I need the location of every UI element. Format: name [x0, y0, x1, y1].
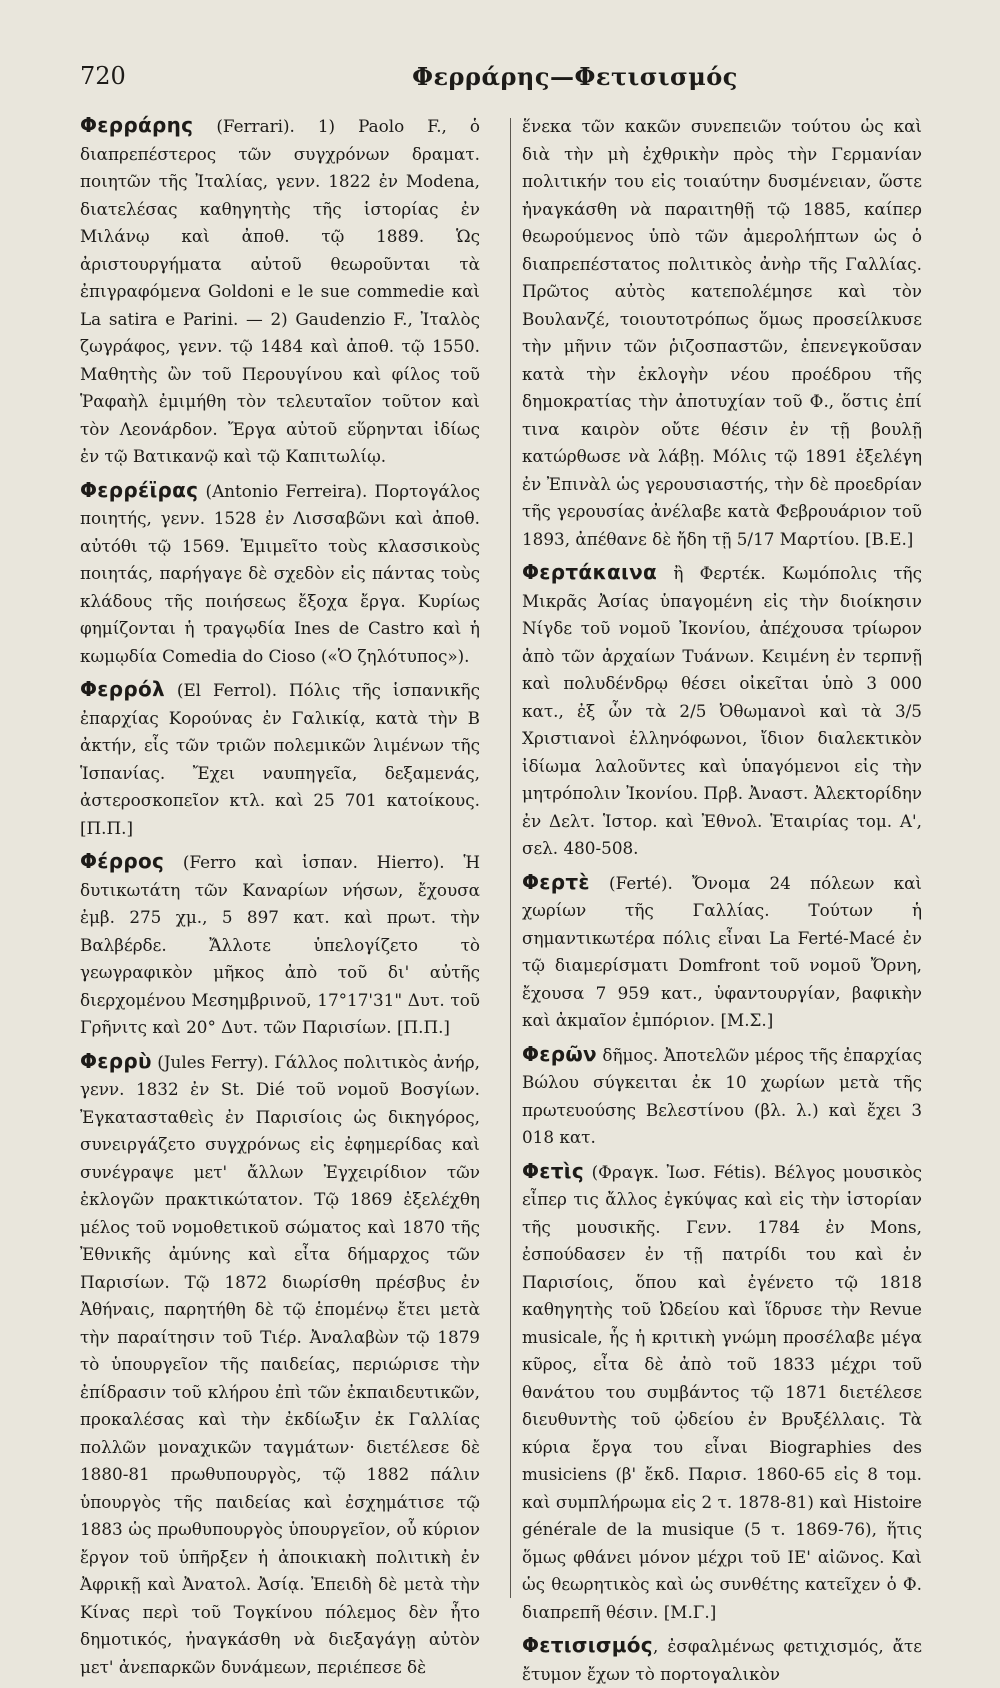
entry-text: (Ferrari). 1) Paolo F., ὁ διαπρεπέστερος τῶν συγχρόνων δραματ. ποιητῶν τῆς Ἰταλίας, γενν. 1822 ἐν Modena, διατελέσας καθηγητὴς τῆς ἱστορίας ἐν Μιλάνῳ καὶ ἀποθ. τῷ 1889. Ὡς ἀριστουργήματα αὐτοῦ θεωροῦνται τὰ ἐπιγραφόμενα Goldoni e le sue commedie καὶ La satira e Parini. — 2) Gaudenzio F., Ἰταλὸς ζωγράφος, γενν. τῷ 1484 καὶ ἀποθ. τῷ 1550. Μαθητὴς ὢν τοῦ Περουγίνου καὶ φίλος τοῦ Ῥαφαὴλ ἐμιμήθη τὸν τελευταῖον τοῦτον καὶ τὸν Λεονάρδον. Ἔργα αὐτοῦ εὕρηνται ἰδίως ἐν τῷ Βατικανῷ καὶ τῷ Καπιτωλίῳ.: [80, 116, 480, 466]
entry-text: (Φραγκ. Ἰωσ. Fétis). Βέλγος μουσικὸς εἶπερ τις ἄλλος ἐγκύψας καὶ εἰς τὴν ἱστορίαν τῆς μουσικῆς. Γενν. 1784 ἐν Mons, ἐσπούδασεν ἐν τῇ πατρίδι του καὶ ἐν Παρισίοις, ὅπου καὶ ἐγένετο τῷ 1818 καθηγητὴς τοῦ Ὠδείου καὶ ἵδρυσε τὴν Revue musicale, ἧς ἡ κριτικὴ γνώμη προσέλαβε μέγα κῦρος, εἶτα δὲ ἀπὸ τοῦ 1833 μέχρι τοῦ θανάτου του συμβάντος τῷ 1871 διετέλεσε διευθυντὴς τοῦ ᾠδείου ἐν Βρυξέλλαις. Τὰ κύρια ἔργα του εἶναι Biographies des musiciens (β' ἔκδ. Παρισ. 1860-65 εἰς 8 τομ. καὶ συμπλήρωμα εἰς 2 τ. 1878-81) καὶ Histoire générale de la musique (5 τ. 1869-76), ἥτις ὅμως φθάνει μόνον μέχρι τοῦ ΙΕ' αἰῶνος. Καὶ ὡς θεωρητικὸς καὶ ὡς συνθέτης κατεῖχεν ὁ Φ. διαπρεπῆ θέσιν. [Μ.Γ.]: [522, 1161, 922, 1622]
entry-ferros: [80, 848, 480, 1042]
entry-ferreiras: [80, 477, 480, 671]
right-column: [522, 112, 922, 1688]
entry-headword: Φετισισμός: [522, 1633, 653, 1657]
entry-ferry-continued: [522, 112, 922, 553]
entry-headword: Φερρέϊρας: [80, 477, 199, 502]
entry-fertakaina: [522, 559, 922, 863]
column-divider: [510, 118, 511, 1598]
entry-headword: Φερτὲ: [522, 869, 590, 894]
entry-text: (Jules Ferry). Γάλλος πολιτικὸς ἀνήρ, γενν. 1832 ἐν St. Dié τοῦ νομοῦ Βοσγίων. Ἐγκατασταθεὶς ἐν Παρισίοις ὡς δικηγόρος, συνειργάζετο συγχρόνως εἰς ἐφημερίδας καὶ συνέγραψε μετ' ἄλλων Ἐγχειρίδιον τῶν ἐκλογῶν πρακτικώτατον. Τῷ 1869 ἐξελέχθη μέλος τοῦ νομοθετικοῦ σώματος καὶ 1870 τῆς Ἐθνικῆς ἀμύνης καὶ εἶτα δήμαρχος τῶν Παρισίων. Τῷ 1872 διωρίσθη πρέσβυς ἐν Ἀθήναις, παρητήθη δὲ τῷ ἑπομένῳ ἔτει μετὰ τὴν παραίτησιν τοῦ Τιέρ. Ἀναλαβὼν τῷ 1879 τὸ ὑπουργεῖον τῆς παιδείας, περιώρισε τὴν ἐπίδρασιν τοῦ κλήρου ἐπὶ τῶν ἐκπαιδευτικῶν, προκαλέσας καὶ τὴν ἐκδίωξιν ἐκ Γαλλίας πολλῶν μοναχικῶν ταγμάτων· διετέλεσε δὲ 1880-81 πρωθυπουργὸς, τῷ 1882 πάλιν ὑπουργὸς τῆς παιδείας καὶ ἐσχημάτισε τῷ 1883 ὡς πρωθυπουργὸς ὑπουργεῖον, οὗ κύριον ἔργον τοῦ ὑπῆρξεν ἡ ἀποικιακὴ πολιτικὴ ἐν Ἀφρικῇ καὶ Ἀνατολ. Ἀσίᾳ. Ἐπειδὴ δὲ μετὰ τὴν Κίνας περὶ τοῦ Τογκίνου πόλεμος δὲν ἦτο δημοτικός, ἠναγκάσθη νὰ διεξαγάγῃ αὐτὸν μετ' ἀνεπαρκῶν δυνάμεων, περιέπεσε δὲ: [80, 1051, 480, 1677]
entry-ferte: [522, 869, 922, 1035]
running-head: Φερράρης—Φετισισμός: [412, 62, 738, 91]
entry-text: (Ferté). Ὄνομα 24 πόλεων καὶ χωρίων τῆς Γαλλίας. Τούτων ἡ σημαντικωτέρα πόλις εἶναι La Ferté-Macé ἐν τῷ διαμερίσματι Domfront τοῦ νομοῦ Ὄρνη, ἔχουσα 7 959 κατ., ὑφαντουργίαν, βαφικὴν καὶ ἀκμαῖον ἐμπόριον. [Μ.Σ.]: [522, 872, 922, 1030]
entry-text: δῆμος. Ἀποτελῶν μέρος τῆς ἐπαρχίας Βώλου σύγκειται ἐκ 10 χωρίων μετὰ τῆς πρωτευούσης Βελεστίνου (βλ. λ.) καὶ ἔχει 3 018 κατ.: [522, 1044, 922, 1147]
entry-headword: Φερτάκαινα: [522, 560, 658, 584]
entry-headword: Φετὶς: [522, 1158, 585, 1183]
entry-headword: Φερρὺ: [80, 1048, 152, 1073]
entry-fetis: [522, 1158, 922, 1627]
page-header: [80, 62, 960, 102]
entry-text: ἕνεκα τῶν κακῶν συνεπειῶν τούτου ὡς καὶ διὰ τὴν μὴ ἐχθρικὴν πρὸς τὴν Γερμανίαν πολιτικήν του εἰς τοιαύτην δυσμένειαν, ὥστε ἠναγκάσθη νὰ παραιτηθῇ τῷ 1885, καίπερ θεωρούμενος ὑπὸ τῶν ἀμερολήπτων ὡς ὁ διαπρεπέστατος πολιτικὸς ἀνὴρ τῆς Γαλλίας. Πρῶτος αὐτὸς κατεπολέμησε καὶ τὸν Βουλανζέ, τοιουτοτρόπως ὅμως προσείλκυσε τὴν μῆνιν τῶν ῥιζοσπαστῶν, ἐπενεγκοῦσαν κατὰ τὴν ἐκλογὴν νέου προέδρου τῆς δημοκρατίας τὴν ἀποτυχίαν τοῦ Φ., ὅστις ἐπί τινα καιρὸν οὔτε θέσιν ἐν τῇ βουλῇ κατώρθωσε νὰ λάβῃ. Μόλις τῷ 1891 ἐξελέγη ἐν Ἐπινὰλ ὡς γερουσιαστής, τὴν δὲ προεδρίαν τῆς γερουσίας ἀνέλαβε κατὰ Φεβρουάριον τοῦ 1893, ἀπέθανε δὲ ἤδη τῇ 5/17 Μαρτίου. [Β.Ε.]: [522, 116, 922, 549]
entry-text: ἢ Φερτέκ. Κωμόπολις τῆς Μικρᾶς Ἀσίας ὑπαγομένη εἰς τὴν διοίκησιν Νίγδε τοῦ νομοῦ Ἰκονίου, ἀπέχουσα τρίωρον ἀπὸ τῶν ἀρχαίων Τυάνων. Κειμένη ἐν τερπνῇ καὶ πολυδένδρῳ θέσει οἰκεῖται ὑπὸ 3 000 κατ., ἐξ ὧν τὰ 2/5 Ὀθωμανοὶ καὶ τὰ 3/5 Χριστιανοὶ ἑλληνόφωνοι, ἴδιον διαλεκτικὸν ἰδίωμα λαλοῦντες καὶ ὑπαγόμενοι εἰς τὴν μητρόπολιν Ἰκονίου. Πρβ. Ἀναστ. Ἀλεκτορίδην ἐν Δελτ. Ἱστορ. καὶ Ἐθνολ. Ἑταιρίας τομ. Α', σελ. 480-508.: [522, 563, 922, 858]
entry-text: (El Ferrol). Πόλις τῆς ἱσπανικῆς ἐπαρχίας Κορούνας ἐν Γαλικίᾳ, κατὰ τὴν Β ἀκτήν, εἷς τῶν τριῶν πολεμικῶν λιμένων τῆς Ἱσπανίας. Ἔχει ναυπηγεῖα, δεξαμενάς, ἀστεροσκοπεῖον κτλ. καὶ 25 701 κατοίκους. [Π.Π.]: [80, 680, 480, 838]
entry-text: (Ferro καὶ ἱσπαν. Hierro). Ἡ δυτικωτάτη τῶν Καναρίων νήσων, ἔχουσα ἐμβ. 275 χμ., 5 897 κατ. καὶ πρωτ. τὴν Βαλβέρδε. Ἄλλοτε ὑπελογίζετο τὸ γεωγραφικὸν μῆκος ἀπὸ τοῦ δι' αὐτῆς διερχομένου Μεσημβρινοῦ, 17°17'31" Δυτ. τοῦ Γρῆνιτς καὶ 20° Δυτ. τῶν Παρισίων. [Π.Π.]: [80, 852, 480, 1037]
entry-text: , ἐσφαλμένως φετιχισμός, ἄτε ἔτυμον ἔχων τὸ πορτογαλικὸν: [522, 1636, 922, 1684]
entry-headword: Φερρόλ: [80, 677, 165, 701]
left-column: [80, 112, 480, 1681]
page-number: 720: [80, 62, 126, 90]
entry-ferry: [80, 1048, 480, 1682]
entry-headword: Φερράρης: [80, 113, 194, 137]
entry-headword: Φέρρος: [80, 849, 165, 873]
entry-ferraris: [80, 112, 480, 471]
entry-ferrol: [80, 676, 480, 842]
entry-fetisismos: [522, 1632, 922, 1688]
entry-headword: Φερῶν: [522, 1041, 597, 1066]
entry-feron: [522, 1041, 922, 1152]
entry-text: (Antonio Ferreira). Πορτογάλος ποιητής, γενν. 1528 ἐν Λισσαβῶνι καὶ ἀποθ. αὐτόθι τῷ 1569. Ἐμιμεῖτο τοὺς κλασσικοὺς ποιητάς, παρήγαγε δὲ σχεδὸν εἰς πάντας τοὺς κλάδους τῆς ποιήσεως ἔξοχα ἔργα. Κυρίως φημίζονται ἡ τραγῳδία Ines de Castro καὶ ἡ κωμῳδία Comedia do Cioso («Ὁ ζηλότυπος»).: [80, 480, 480, 666]
